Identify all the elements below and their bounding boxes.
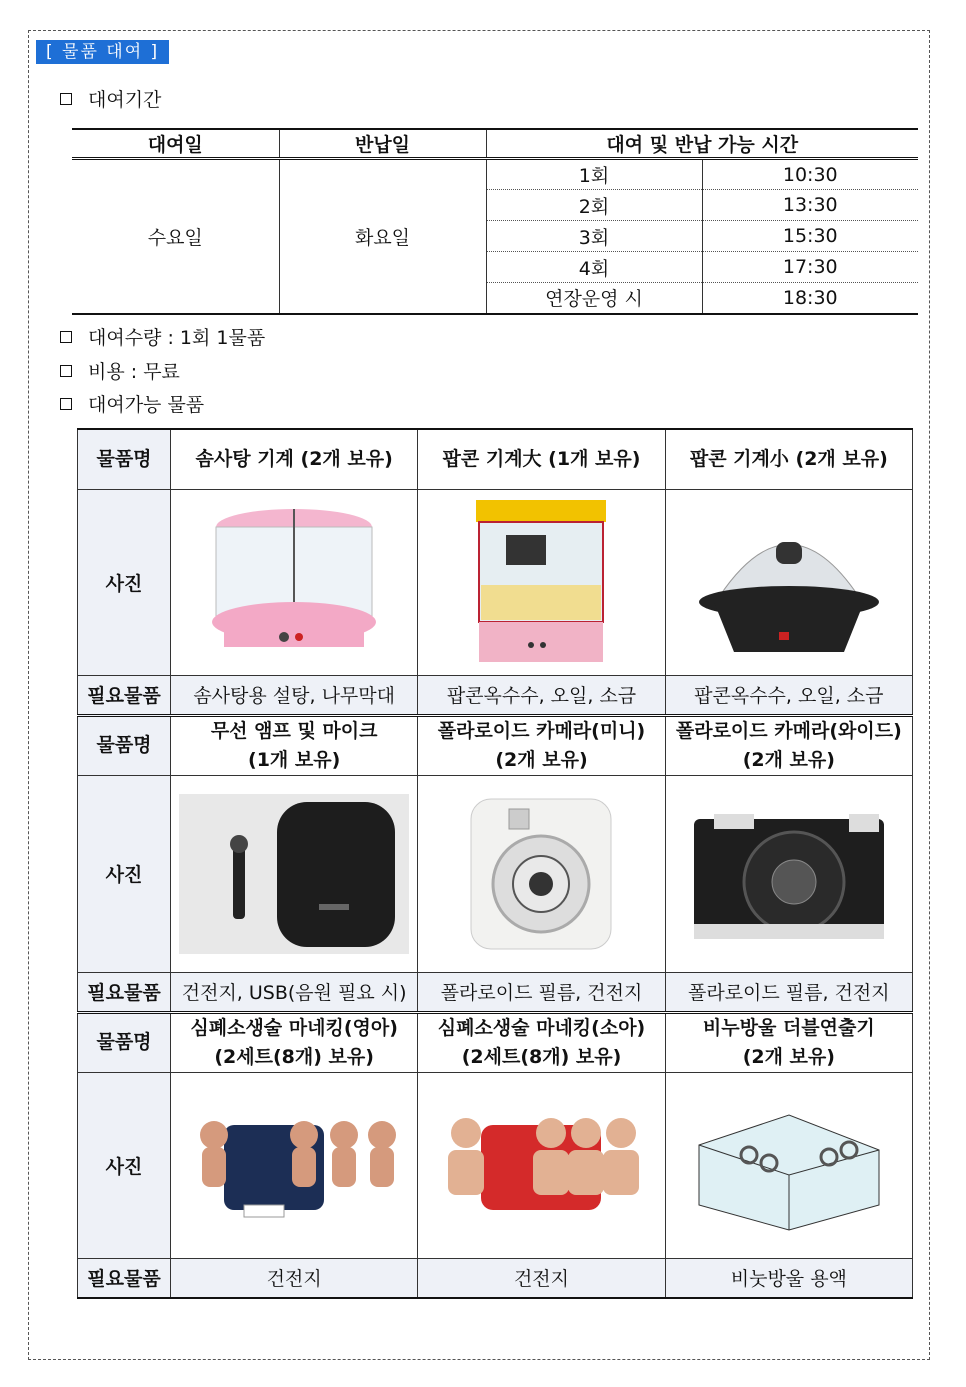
item-need: 건전지 — [418, 1258, 665, 1298]
item-need: 팝콘옥수수, 오일, 소금 — [418, 675, 665, 715]
bullet-period: 대여기간 — [60, 88, 161, 112]
checkbox-square-icon — [60, 398, 72, 410]
checkbox-square-icon — [60, 93, 72, 105]
item-need: 비눗방울 용액 — [665, 1258, 912, 1298]
slot-round: 연장운영 시 — [486, 283, 702, 314]
slot-time: 15:30 — [702, 221, 918, 252]
label-name: 물품명 — [78, 1012, 171, 1072]
label-photo: 사진 — [78, 489, 171, 675]
col-header-return: 반납일 — [279, 129, 486, 159]
slot-time: 18:30 — [702, 283, 918, 314]
item-need: 솜사탕용 설탕, 나무막대 — [171, 675, 418, 715]
cpr-child-mannequin-icon — [436, 1105, 646, 1225]
slot-round: 3회 — [486, 221, 702, 252]
slot-round: 1회 — [486, 159, 702, 190]
label-need: 필요물품 — [78, 1258, 171, 1298]
col-header-rent: 대여일 — [72, 129, 279, 159]
item-name: 팝콘 기계小 (2개 보유) — [665, 429, 912, 489]
popcorn-machine-small-icon — [694, 502, 884, 662]
item-name: 폴라로이드 카메라(와이드) (2개 보유) — [665, 715, 912, 775]
item-need: 폴라로이드 필름, 건전지 — [418, 972, 665, 1012]
instant-camera-wide-icon — [689, 804, 889, 944]
schedule-table — [72, 128, 918, 315]
item-name: 심폐소생술 마네킹(소아) (2세트(8개) 보유) — [418, 1012, 665, 1072]
label-photo: 사진 — [78, 1072, 171, 1258]
item-name: 폴라로이드 카메라(미니) (2개 보유) — [418, 715, 665, 775]
slot-time: 10:30 — [702, 159, 918, 190]
checkbox-square-icon — [60, 365, 72, 377]
item-need: 건전지, USB(음원 필요 시) — [171, 972, 418, 1012]
checkbox-square-icon — [60, 331, 72, 343]
label-name: 물품명 — [78, 429, 171, 489]
instant-camera-mini-icon — [461, 789, 621, 959]
slot-round: 4회 — [486, 252, 702, 283]
section-title: [ 물품 대여 ] — [36, 40, 169, 64]
item-need: 폴라로이드 필름, 건전지 — [665, 972, 912, 1012]
item-name: 팝콘 기계大 (1개 보유) — [418, 429, 665, 489]
items-table — [77, 428, 913, 1299]
slot-round: 2회 — [486, 190, 702, 221]
label-need: 필요물품 — [78, 675, 171, 715]
amp-mic-icon — [179, 794, 409, 954]
item-name: 비누방울 더블연출기 (2개 보유) — [665, 1012, 912, 1072]
bullet-available: 대여가능 물품 — [60, 393, 204, 417]
item-need: 팝콘옥수수, 오일, 소금 — [665, 675, 912, 715]
slot-time: 13:30 — [702, 190, 918, 221]
item-name: 무선 앰프 및 마이크 (1개 보유) — [171, 715, 418, 775]
return-day: 화요일 — [279, 159, 486, 314]
rent-day: 수요일 — [72, 159, 279, 314]
slot-time: 17:30 — [702, 252, 918, 283]
item-name: 심폐소생술 마네킹(영아) (2세트(8개) 보유) — [171, 1012, 418, 1072]
bullet-quantity: 대여수량 : 1회 1물품 — [60, 326, 265, 350]
cotton-candy-machine-icon — [204, 497, 384, 667]
label-name: 물품명 — [78, 715, 171, 775]
label-need: 필요물품 — [78, 972, 171, 1012]
cpr-infant-mannequin-icon — [184, 1105, 404, 1225]
label-photo: 사진 — [78, 775, 171, 972]
bubble-machine-icon — [689, 1095, 889, 1235]
bullet-cost: 비용 : 무료 — [60, 360, 180, 384]
col-header-time: 대여 및 반납 가능 시간 — [486, 129, 918, 159]
item-name: 솜사탕 기계 (2개 보유) — [171, 429, 418, 489]
item-need: 건전지 — [171, 1258, 418, 1298]
popcorn-machine-large-icon — [471, 495, 611, 670]
